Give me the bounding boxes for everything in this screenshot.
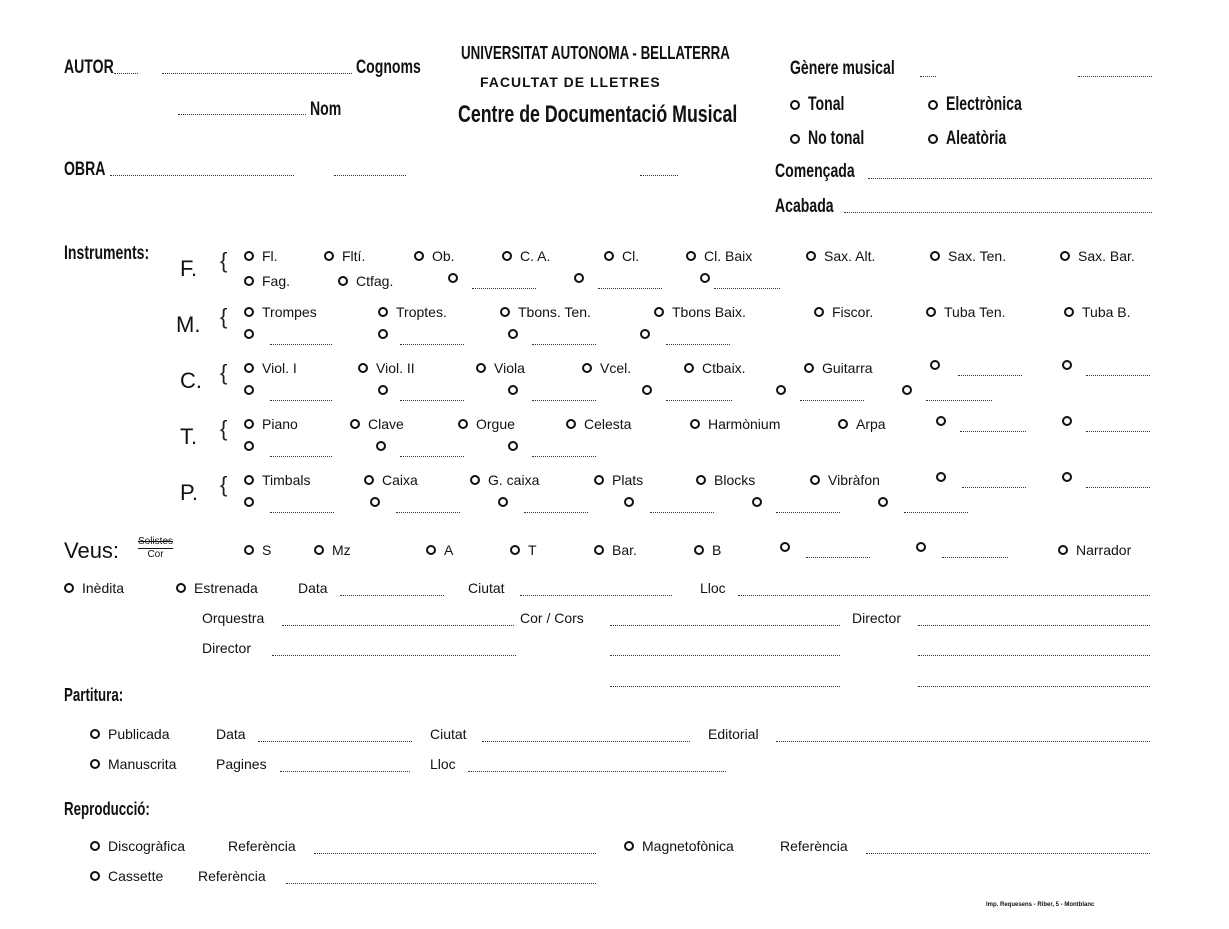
partitura-ciutat-label: Ciutat [430,726,467,742]
instrument-option[interactable]: Tbons Baix. [654,304,746,320]
cor-cors-field[interactable] [610,625,840,626]
pagines-label: Pagines [216,756,267,772]
brace-icon: { [220,360,228,385]
director-orquestra-field[interactable] [272,655,516,656]
instrument-option[interactable]: Vibràfon [810,472,880,488]
genre-aleatoria-option[interactable]: Aleatòria [928,128,1027,150]
brace-icon: { [220,472,228,497]
genere-field[interactable] [1078,76,1152,77]
instrument-blank-option[interactable] [902,385,920,395]
radio-circle-icon [790,134,800,144]
instrument-option[interactable]: Ctfag. [338,273,393,289]
centre-title: Centre de Documentació Musical [458,101,738,128]
instrument-blank-option[interactable] [244,441,262,451]
instrument-blank-option[interactable] [640,329,658,339]
instrument-blank-option[interactable] [930,360,948,370]
instrument-blank-option[interactable] [244,385,262,395]
estrena-data-field[interactable] [340,595,444,596]
instrument-option[interactable]: G. caixa [470,472,539,488]
cassette-option[interactable]: Cassette [90,868,163,884]
university-title: UNIVERSITAT AUTONOMA - BELLATERRA [461,43,730,63]
instrument-option[interactable]: C. A. [502,248,550,264]
group-letter-f: F. [180,256,198,281]
publicada-option[interactable]: Publicada [90,726,170,742]
group-letter-m: M. [176,312,201,337]
instrument-option[interactable]: Blocks [696,472,755,488]
faculty-title: FACULTAT DE LLETRES [480,74,661,90]
instrument-option[interactable]: Ctbaix. [684,360,746,376]
partitura-label: Partitura: [64,685,124,705]
instrument-blank-option[interactable] [498,497,516,507]
instrument-option[interactable]: Piano [244,416,298,432]
partitura-ciutat-field[interactable] [482,741,690,742]
partitura-data-field[interactable] [258,741,412,742]
instrument-option[interactable]: Caixa [364,472,418,488]
instrument-option[interactable]: Trompes [244,304,317,320]
genre-electronica-option[interactable]: Electrònica [928,94,1048,116]
instrument-option[interactable]: Harmònium [690,416,780,432]
instrument-option[interactable]: Viol. II [358,360,415,376]
instrument-blank-option[interactable] [508,385,526,395]
instrument-blank-option[interactable] [378,329,396,339]
instrument-blank-option[interactable] [1062,360,1080,370]
autor-nom-field[interactable] [178,114,306,115]
partitura-lloc-field[interactable] [468,771,726,772]
cor-cors-label: Cor / Cors [520,610,584,626]
magnetofonica-referencia-field[interactable] [866,853,1150,854]
printer-imprint: Imp. Requesens - Riber, 5 - Montblanc [986,902,1095,908]
instrument-option[interactable]: Plats [594,472,643,488]
estrena-ciutat-field[interactable] [520,595,672,596]
director-orquestra-label: Director [202,640,252,656]
instrument-option[interactable]: Orgue [458,416,515,432]
autor-label: AUTOR [64,57,114,78]
voice-option[interactable]: S [244,542,271,558]
acabada-label: Acabada [775,196,834,217]
instrument-blank-option[interactable] [936,472,954,482]
voice-option[interactable]: Mz [314,542,351,558]
instrument-option[interactable]: Fag. [244,273,290,289]
instrument-option[interactable]: Arpa [838,416,886,432]
estrena-lloc-field[interactable] [738,595,1150,596]
instrument-blank-option[interactable] [244,329,262,339]
discografica-referencia-field[interactable] [314,853,596,854]
orquestra-label: Orquestra [202,610,265,626]
genre-tonal-option[interactable]: Tonal [790,94,857,116]
instruments-label: Instruments: [64,243,150,264]
instrument-blank-option[interactable] [574,273,592,283]
genere-label: Gènere musical [790,58,895,79]
instrument-option[interactable]: Clave [350,416,404,432]
group-letter-p: P. [180,480,198,505]
instrument-blank-option[interactable] [378,385,396,395]
instrument-option[interactable]: Tuba B. [1064,304,1131,320]
instrument-option[interactable]: Guitarra [804,360,873,376]
autor-cognoms-field[interactable] [162,73,352,74]
voice-option[interactable]: Bar. [594,542,637,558]
magnetofonica-option[interactable]: Magnetofònica [624,838,734,854]
genre-no-tonal-option[interactable]: No tonal [790,128,884,150]
comencada-field[interactable] [868,178,1152,179]
radio-circle-icon [928,100,938,110]
director-label: Director [852,610,902,626]
instrument-option[interactable]: Fl. [244,248,278,264]
instrument-blank-option[interactable] [1062,416,1080,426]
director-cor-field[interactable] [918,625,1150,626]
veus-label: Veus: [64,538,120,563]
instrument-blank-option[interactable] [642,385,660,395]
brace-icon: { [220,416,228,441]
obra-label: OBRA [64,159,106,180]
instrument-option[interactable]: Sax. Ten. [930,248,1006,264]
ciutat-label: Ciutat [468,580,505,596]
group-letter-c: C. [180,368,202,393]
partitura-data-label: Data [216,726,246,742]
instrument-blank-option[interactable] [448,273,466,283]
cassette-referencia-field[interactable] [286,883,596,884]
instrument-option[interactable]: Celesta [566,416,631,432]
voice-option[interactable]: B [694,542,721,558]
instrument-option[interactable]: Timbals [244,472,311,488]
radio-circle-icon [928,134,938,144]
discografica-option[interactable]: Discogràfica [90,838,185,854]
instrument-blank-option[interactable] [508,441,526,451]
instrument-blank-option[interactable] [700,273,718,283]
instrument-option[interactable]: Cl. Baix [686,248,752,264]
instrument-blank-option[interactable] [1062,472,1080,482]
data-label: Data [298,580,328,596]
instrument-blank-option[interactable] [776,385,794,395]
instrument-blank-option[interactable] [624,497,642,507]
voice-option[interactable]: T [510,542,537,558]
instrument-option[interactable]: Viol. I [244,360,297,376]
instrument-option[interactable]: Sax. Alt. [806,248,875,264]
brace-icon: { [220,304,228,329]
reproduccio-label: Reproducció: [64,799,150,819]
instrument-blank-option[interactable] [376,441,394,451]
radio-circle-icon [790,100,800,110]
manuscrita-option[interactable]: Manuscrita [90,756,176,772]
cognoms-label: Cognoms [356,57,421,78]
voice-option[interactable]: Narrador [1058,542,1131,558]
acabada-field[interactable] [844,212,1152,213]
magnetofonica-referencia-label: Referència [780,838,848,854]
instrument-blank-option[interactable] [244,497,262,507]
lloc-label: Lloc [700,580,726,596]
editorial-label: Editorial [708,726,759,742]
instrument-option[interactable]: Vcel. [582,360,631,376]
instrument-option[interactable]: Tuba Ten. [926,304,1006,320]
voice-blank-option[interactable] [780,542,798,552]
instrument-option[interactable]: Sax. Bar. [1060,248,1135,264]
voice-option[interactable]: A [426,542,453,558]
inedita-option[interactable]: Inèdita [64,580,124,596]
estrenada-option[interactable]: Estrenada [176,580,258,596]
instrument-option[interactable]: Fltí. [324,248,365,264]
brace-icon: { [220,248,228,273]
pagines-field[interactable] [280,771,410,772]
instrument-blank-option[interactable] [936,416,954,426]
orquestra-field[interactable] [282,625,514,626]
instrument-blank-option[interactable] [508,329,526,339]
instrument-blank-option[interactable] [370,497,388,507]
instrument-blank-option[interactable] [878,497,896,507]
instrument-option[interactable]: Tbons. Ten. [500,304,591,320]
instrument-option[interactable]: Ob. [414,248,455,264]
obra-field[interactable] [110,175,294,176]
instrument-option[interactable]: Fiscor. [814,304,873,320]
discografica-referencia-label: Referència [228,838,296,854]
editorial-field[interactable] [776,741,1150,742]
veus-fraction: Solistes Cor [138,536,174,560]
group-letter-t: T. [180,424,198,449]
instrument-option[interactable]: Cl. [604,248,639,264]
partitura-lloc-label: Lloc [430,756,456,772]
cassette-referencia-label: Referència [198,868,266,884]
nom-label: Nom [310,99,342,120]
instrument-blank-option[interactable] [752,497,770,507]
instrument-option[interactable]: Troptes. [378,304,447,320]
comencada-label: Començada [775,161,855,182]
voice-blank-option[interactable] [916,542,934,552]
instrument-option[interactable]: Viola [476,360,525,376]
